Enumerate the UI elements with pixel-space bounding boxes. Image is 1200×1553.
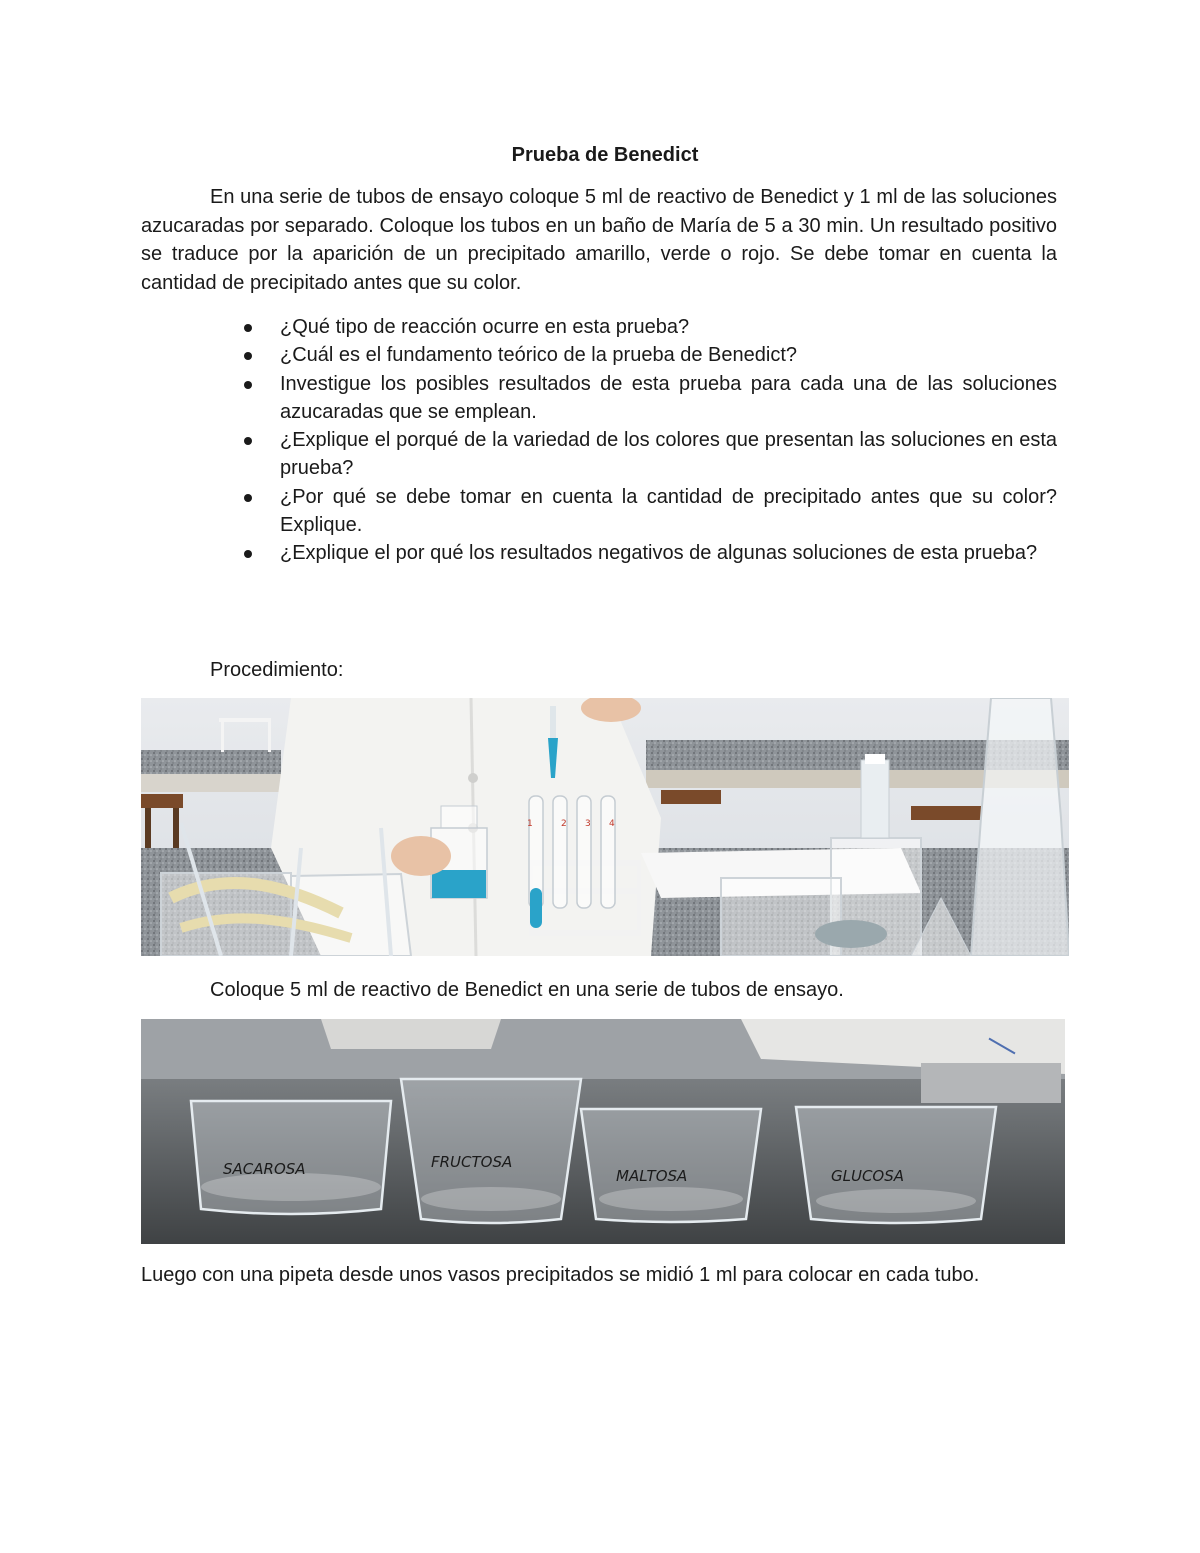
tube-number: 1 (527, 819, 533, 829)
beaker-label: GLUCOSA (831, 1167, 905, 1185)
beaker-label: FRUCTOSA (431, 1153, 513, 1171)
question-text: Investigue los posibles resultados de esta prueba para cada una de las soluciones azucaradas que se emplean. (280, 372, 1057, 423)
tube-number: 4 (609, 819, 615, 829)
bullet-icon (244, 352, 252, 360)
lab-bench-illustration (141, 698, 1069, 956)
list-item (240, 341, 1057, 369)
beaker-label: SACAROSA (223, 1160, 306, 1178)
bullet-icon (244, 494, 252, 502)
caption-step-2: Luego con una pipeta desde unos vasos precipitados se midió 1 ml para colocar en cada tubo. (141, 1264, 980, 1286)
tube-number: 3 (585, 819, 591, 829)
question-text: ¿Cuál es el fundamento teórico de la prueba de Benedict? (280, 344, 798, 367)
bullet-icon (244, 550, 252, 558)
list-item (240, 426, 1057, 483)
beaker-label: MALTOSA (616, 1167, 688, 1185)
caption-step-1: Coloque 5 ml de reactivo de Benedict en una serie de tubos de ensayo. (210, 979, 844, 1001)
bullet-icon (244, 381, 252, 389)
tube-number: 2 (561, 819, 567, 829)
question-text: ¿Qué tipo de reacción ocurre en esta prueba? (280, 316, 690, 338)
question-list (240, 313, 1057, 568)
list-item (240, 313, 1057, 341)
document-title: Prueba de Benedict (511, 144, 699, 166)
bullet-icon (244, 437, 252, 445)
question-text: ¿Explique el por qué los resultados negativos de algunas soluciones de esta prueba? (280, 542, 1038, 565)
list-item (240, 539, 1057, 567)
list-item (240, 483, 1057, 540)
lab-bench-photo (141, 698, 1069, 956)
beakers-photo (141, 1019, 1065, 1244)
list-item (240, 370, 1057, 427)
intro-paragraph: En una serie de tubos de ensayo coloque 5 ml de reactivo de Benedict y 1 ml de las soluciones azucaradas por separado. Coloque los tubos en un baño de María de 5 a 30 min. Un resultado positivo se traduce por la aparición de un precipitado amarillo, verde o rojo. Se debe tomar en cuenta la cantidad de precipitado antes que su color. (141, 186, 1057, 294)
bullet-icon (244, 324, 252, 332)
question-text: ¿Explique el porqué de la variedad de los colores que presentan las soluciones en esta prueba? (280, 429, 1057, 480)
beakers-illustration (141, 1019, 1065, 1244)
question-text: ¿Por qué se debe tomar en cuenta la cantidad de precipitado antes que su color? Explique. (280, 485, 1057, 537)
procedure-label: Procedimiento: (210, 659, 344, 681)
